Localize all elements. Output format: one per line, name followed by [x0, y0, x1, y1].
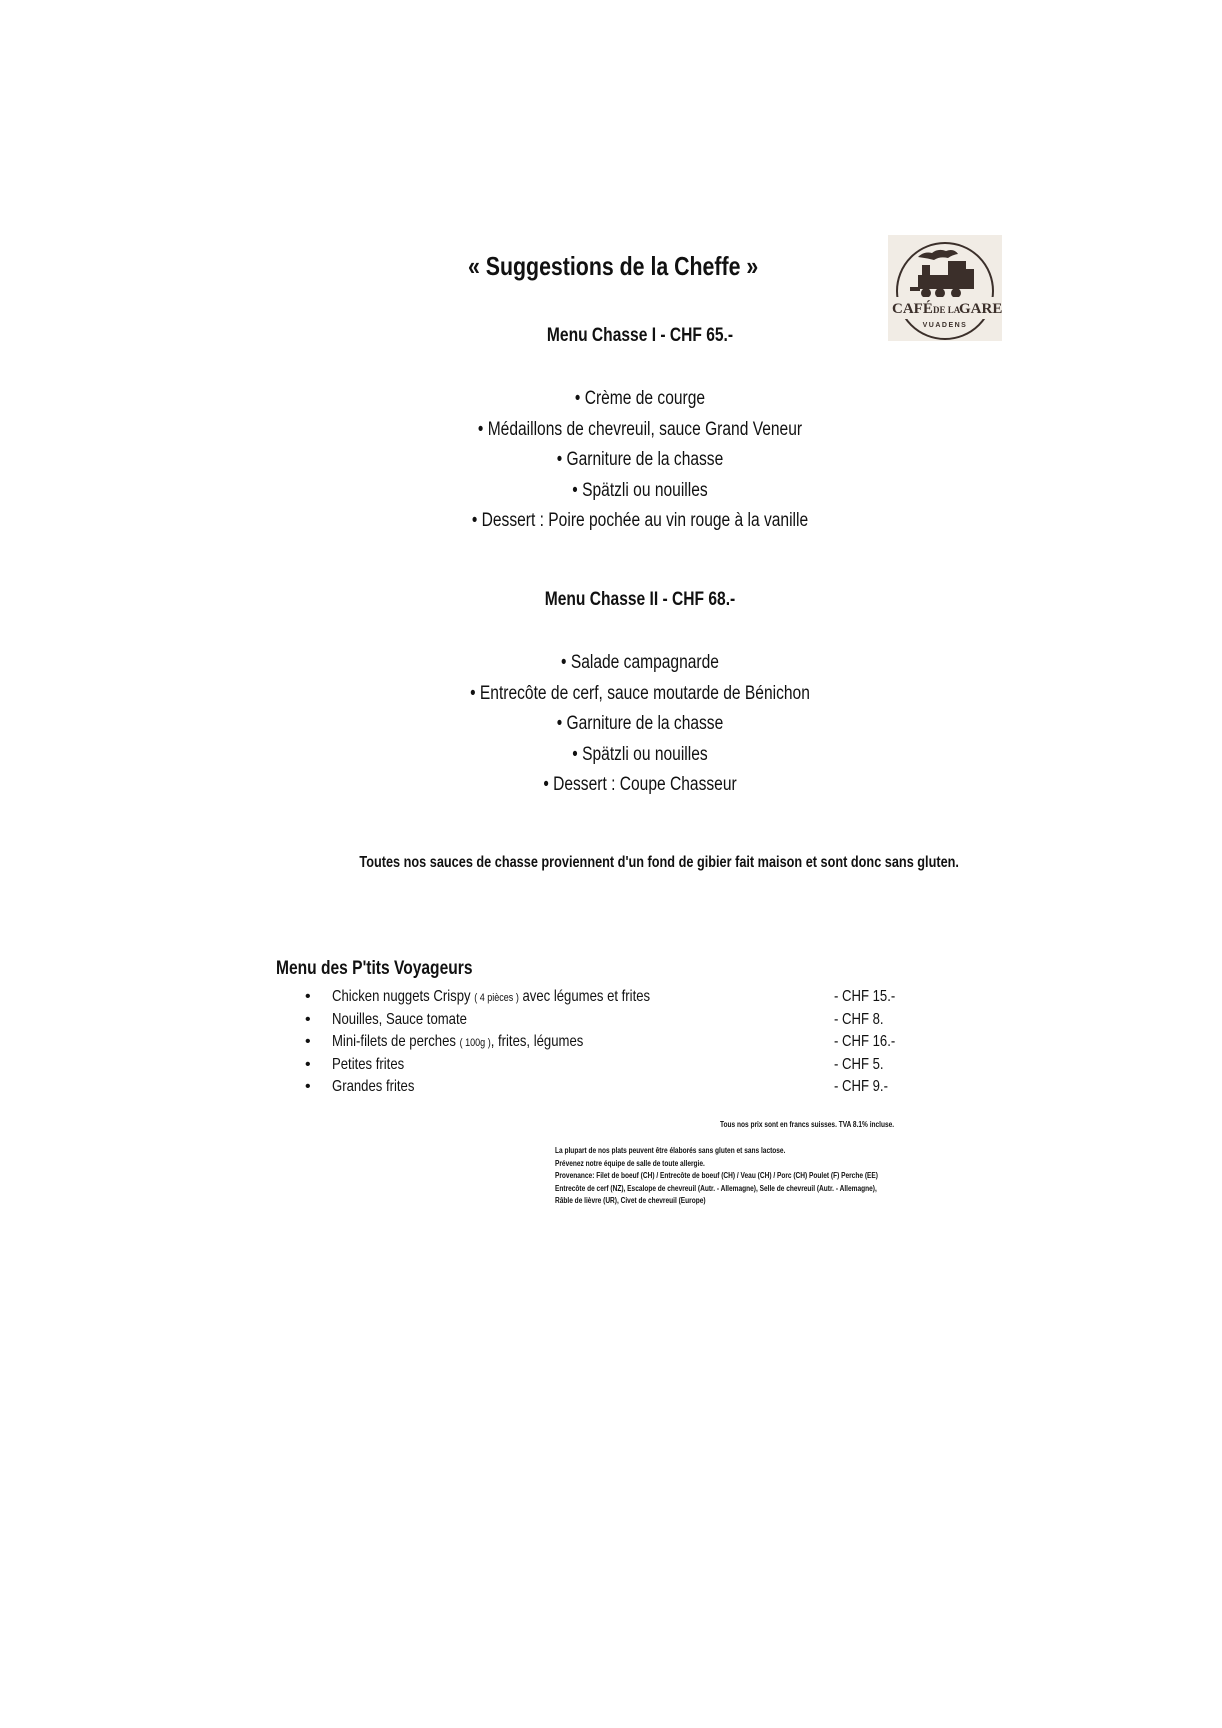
item-text [332, 1009, 467, 1033]
kids-menu-list [300, 986, 920, 1099]
item-detail: ( 100g ) [459, 1037, 491, 1049]
list-item [300, 1009, 920, 1032]
menu-chasse-1 [380, 325, 900, 347]
list-item [300, 1054, 920, 1077]
prices-note: Tous nos prix sont en francs suisses. TVA 8.1% incluse. [720, 1120, 895, 1129]
cafe-logo [888, 235, 1002, 341]
train-icon [910, 250, 974, 298]
item-text [332, 1031, 583, 1055]
menu-item: • Spätzli ou nouilles [572, 479, 708, 501]
item-name: Nouilles, Sauce tomate [332, 1010, 467, 1028]
page-title: « Suggestions de la Cheffe » [468, 251, 759, 281]
menu-chasse-2-items [380, 648, 900, 801]
footnote-line: Prévenez notre équipe de salle de toute allergie. [555, 1158, 705, 1168]
menu-item: • Médaillons de chevreuil, sauce Grand Veneur [477, 418, 803, 440]
item-name: Petites frites [332, 1055, 405, 1073]
menu-item: • Garniture de la chasse [556, 713, 724, 734]
bullet: • [305, 1033, 311, 1050]
bullet: • [305, 1010, 311, 1028]
item-text [332, 1076, 414, 1100]
item-name-suffix: , frites, légumes [490, 1033, 584, 1050]
footnote-line: Provenance: Filet de boeuf (CH) / Entrecôte de boeuf (CH) / Veau (CH) / Porc (CH) Poulet (F) Perche (EE) [555, 1171, 878, 1180]
menu-item: • Entrecôte de cerf, sauce moutarde de Bénichon [470, 682, 810, 704]
menu-item: • Dessert : Coupe Chasseur [543, 774, 737, 795]
kids-menu-title: Menu des P'tits Voyageurs [276, 958, 473, 979]
footnote-line: La plupart de nos plats peuvent être élaborés sans gluten et sans lactose. [555, 1146, 786, 1155]
menu-chasse-2-heading: Menu Chasse II - CHF 68.- [544, 589, 736, 610]
bullet: • [305, 988, 311, 1005]
logo-text-gare: GARE [959, 301, 1002, 317]
item-price: - CHF 9.- [834, 1078, 888, 1095]
menu-chasse-1-heading: Menu Chasse I - CHF 65.- [546, 325, 734, 346]
item-price: - CHF 5. [834, 1055, 884, 1073]
item-name: Chicken nuggets Crispy [332, 988, 475, 1005]
menu-item: • Garniture de la chasse [556, 449, 724, 470]
item-name-suffix: avec légumes et frites [518, 988, 651, 1005]
menu-item: • Spätzli ou nouilles [572, 743, 708, 765]
item-text [332, 986, 650, 1010]
allergy-provenance-notes [555, 1145, 949, 1208]
list-item [300, 1031, 920, 1054]
item-text [332, 1054, 404, 1078]
logo-text-vuadens: VUADENS [922, 322, 968, 329]
menu-chasse-1-items [380, 384, 900, 537]
sauces-note: Toutes nos sauces de chasse proviennent d'un fond de gibier fait maison et sont donc sans gluten. [359, 854, 959, 871]
logo-text-cafe: CAFÉ [892, 301, 933, 317]
menu-item: • Crème de courge [574, 388, 706, 409]
menu-item: • Salade campagnarde [561, 652, 719, 673]
list-item [300, 1076, 920, 1099]
item-price: - CHF 15.- [834, 988, 896, 1005]
item-price: - CHF 8. [834, 1010, 884, 1028]
menu-item: • Dessert : Poire pochée au vin rouge à la vanille [471, 510, 809, 531]
footnote-line: Entrecôte de cerf (NZ), Escalope de chevreuil (Autr. - Allemagne), Selle de chevreuil (Autr. - Allemagne), [555, 1183, 877, 1193]
bullet: • [305, 1055, 311, 1073]
list-item [300, 986, 920, 1009]
item-name: Mini-filets de perches [332, 1033, 460, 1050]
item-detail: ( 4 pièces ) [474, 992, 519, 1004]
menu-chasse-2 [380, 589, 900, 611]
item-name: Grandes frites [332, 1078, 415, 1095]
bullet: • [305, 1078, 311, 1095]
footnote-line: Râble de lièvre (UR), Civet de chevreuil (Europe) [555, 1196, 706, 1205]
logo-text-delà: DE LA [933, 305, 961, 315]
item-price: - CHF 16.- [834, 1033, 896, 1050]
